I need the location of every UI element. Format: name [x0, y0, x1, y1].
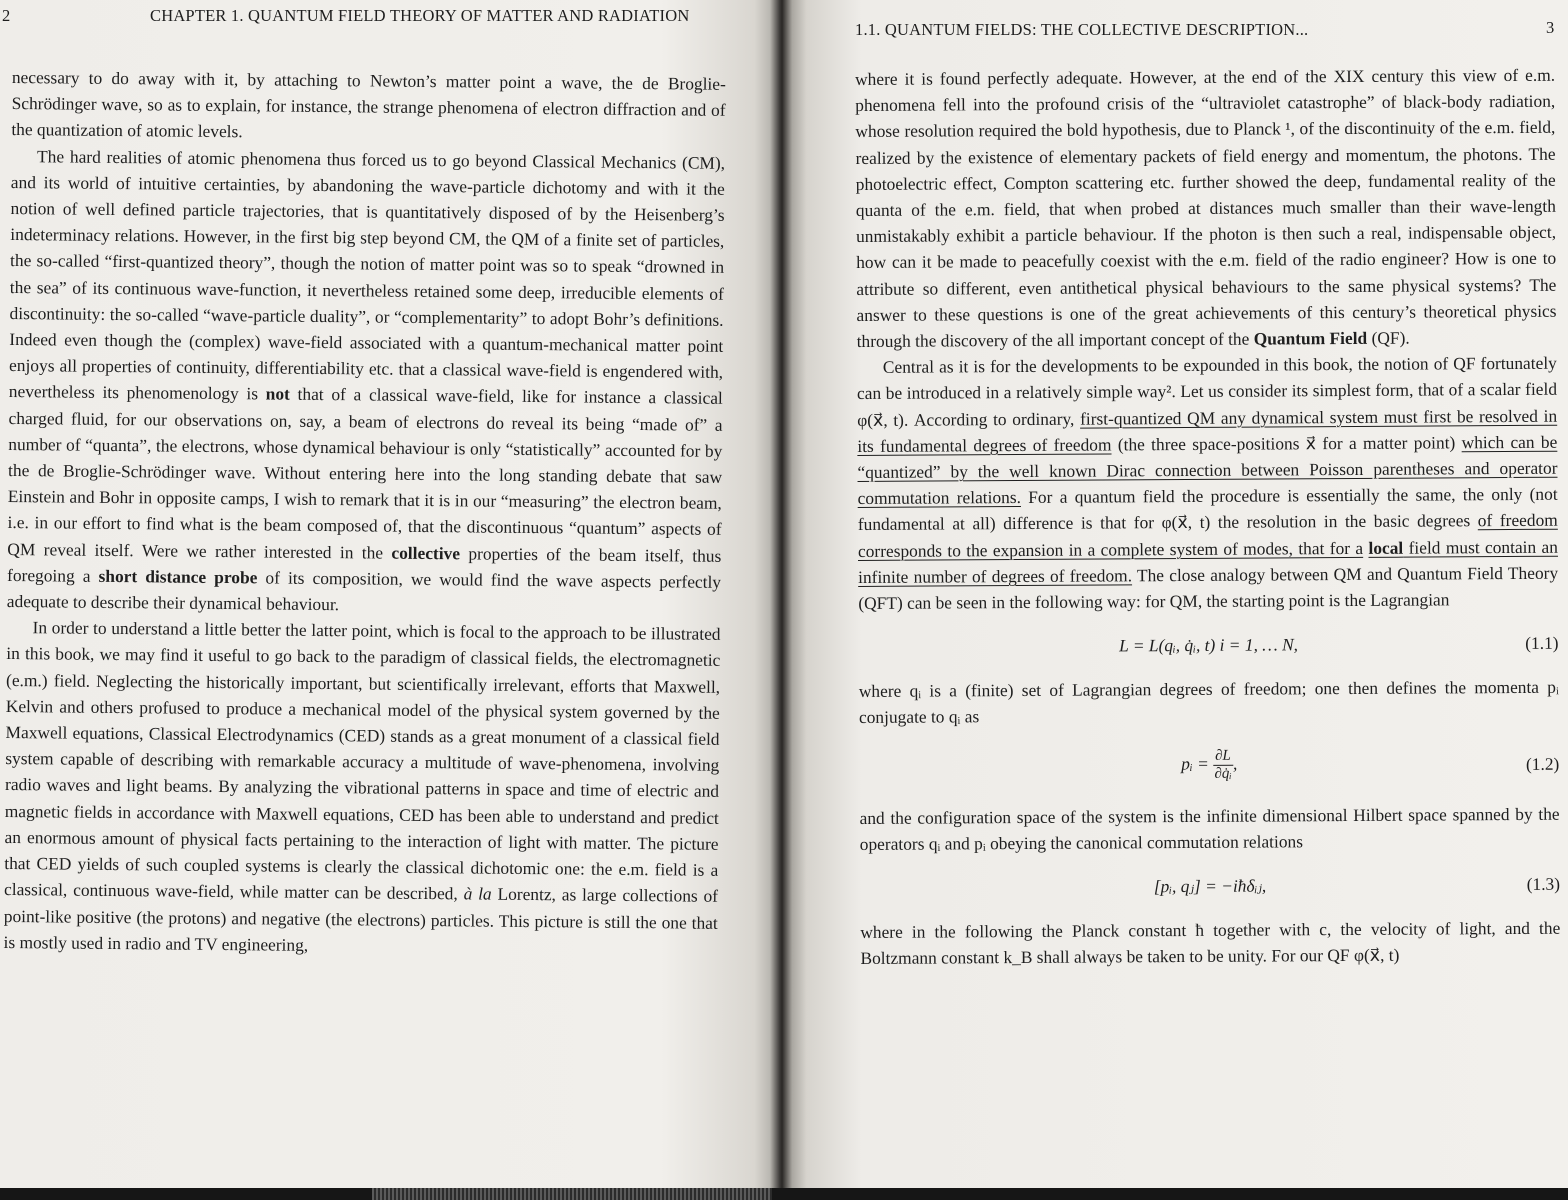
running-head-left: CHAPTER 1. QUANTUM FIELD THEORY OF MATTER AND RADIATION	[150, 6, 690, 25]
equation-number: (1.2)	[1525, 753, 1560, 774]
emphasis-local: local	[1368, 537, 1404, 558]
handwritten-underline: first-quantized QM any dynamical system must first be resolved in its fundamental degrees of freedom	[857, 405, 1558, 456]
equation-number: (1.3)	[1526, 873, 1561, 894]
handwritten-underline: field must contain an infinite number of degrees of freedom.	[858, 536, 1558, 587]
paragraph: Central as it is for the developments to be expounded in this book, the notion of QF fortunately can be introduced in a relatively simple way². Let us consider its simplest form, that of a scalar field φ(x⃗, t). According to ordinary, first-quantized QM any dynamical system must first be resolved in its fundamental degrees of freedom (the three space-positions x⃗ for a matter point) which can be “quantized” by the well known Dirac connection between Poisson parentheses and operator commutation relations. For a quantum field the procedure is essentially the same, the only (not fundamental at all) difference is that for φ(x⃗, t) the resolution in the basic degrees of freedom corresponds to the expansion in a complete system of modes, that for a local field must contain an infinite number of degrees of freedom. The close analogy between QM and Quantum Field Theory (QFT) can be seen in the following way: for QM, the starting point is the Lagrangian	[856, 352, 1559, 614]
bottom-edge	[0, 1188, 1568, 1200]
right-page	[783, 0, 1568, 1188]
emphasis-quantum-field: Quantum Field	[1253, 327, 1368, 349]
page-number-left: 2	[2, 6, 11, 25]
fraction: $\frac{\partial L}{\text{∂q̇ᵢ}}$	[1214, 747, 1232, 782]
handwritten-underline: of freedom corresponds to the expansion in a complete system of modes, that for a	[857, 510, 1558, 561]
page-number-right: 3	[1546, 18, 1555, 37]
equation-number: (1.1)	[1525, 632, 1559, 654]
emphasis-not: not	[265, 383, 290, 405]
equation-1-2: pᵢ = $\frac{\partial L}{\text{∂q̇ᵢ}}$ , (1.2)	[1181, 747, 1560, 782]
paragraph: where in the following the Planck constant ħ together with c, the velocity of light, and the Boltzmann constant k_B shall always be taken to be unity. For our QF φ(x⃗, t)	[860, 917, 1561, 969]
paragraph: necessary to do away with it, by attaching to Newton’s matter point a wave, the de Broglie-Schrödinger wave, so as to explain, for instance, the strange phenomena of electron diffraction and of the quantization of atomic levels.	[11, 66, 726, 142]
book-gutter	[770, 0, 792, 1200]
paragraph: The hard realities of atomic phenomena thus forced us to go beyond Classical Mechanics (CM), and its world of intuitive certainties, by abandoning the wave-particle dichotomy and with it the notion of well defined particle trajectories, that is quantitatively disposed of by the Heisenberg’s indeterminacy relations. However, in the first big step beyond CM, the QM of a finite set of particles, the so-called “first-quantized theory”, though the notion of matter point was so to speak “drowned in the sea” of its continuous wave-function, it nevertheless retained some deep, irreducible elements of discontinuity: the so-called “wave-particle duality”, or “complementarity” to adopt Bohr’s definitions. Indeed even though the (complex) wave-field associated with a quantum-mechanical matter point enjoys all properties of continuity, differentiability etc. that a classical wave-field is engendered with, nevertheless its phenomenology is not that of a classical wave-field, like for instance a classical charged fluid, for our observations on, say, a beam of electrons do reveal its being “made of” a number of “quanta”, the electrons, whose dynamical behaviour is only “statistically” accounted for by the de Broglie-Schrödinger wave. Without entering here into the long standing debate that saw Einstein and Bohr in opposite camps, I wish to remark that it is in our “measuring” the electron beam, i.e. in our effort to find what is the beam composed of, that the discontinuous “quantum” aspects of QM reveal itself. Were we rather interested in the collective properties of the beam itself, thus foregoing a short distance probe of its composition, we would find the wave aspects perfectly adequate to describe their dynamical behaviour.	[6, 145, 726, 615]
handwritten-underline: which can be “quantized” by the well known Dirac connection between Poisson parentheses and operator commutation relations.	[857, 431, 1558, 509]
left-body-text	[3, 64, 726, 962]
paragraph: and the configuration space of the system is the infinite dimensional Hilbert space spanned by the operators qᵢ and pᵢ obeying the canonical commutation relations	[859, 803, 1560, 854]
right-body-text	[855, 62, 1561, 972]
paragraph: where qᵢ is a (finite) set of Lagrangian degrees of freedom; one then defines the momenta pᵢ conjugate to qᵢ as	[858, 676, 1559, 728]
paragraph: In order to understand a little better the latter point, which is focal to the approach to be illustrated in this book, we may find it useful to go back to the paradigm of classical fields, the electromagnetic (e.m.) field. Neglecting the historically important, but scientifically irrelevant, efforts that Maxwell, Kelvin and others profused to produce a mechanical model of the physical system governed by the Maxwell equations, Classical Electrodynamics (CED) stands as a great monument of a classical field system capable of describing with remarkable accuracy a multitude of wave-phenomena, involving radio waves and light beams. By analyzing the vibrational patterns in space and time of electric and magnetic fields in accordance with Maxwell equations, CED has been able to understand and predict an enormous amount of physical facts pertaining to the interaction of light with matter. The picture that CED yields of such coupled systems is clearly the classical dichotomic one: the e.m. field is a classical, continuous wave-field, while matter can be described, à la Lorentz, as large collections of point-like positive (the protons) and negative (the electrons) particles. This picture is still the one that is mostly used in radio and TV engineering,	[3, 617, 721, 955]
book-binding	[372, 1188, 772, 1200]
equation-1-1: L = L(qᵢ, q̇ᵢ, t) i = 1, … N, (1.1)	[858, 625, 1558, 665]
left-page	[0, 0, 778, 1188]
running-head-right: 1.1. QUANTUM FIELDS: THE COLLECTIVE DESCRIPTION...	[855, 20, 1309, 39]
paragraph: where it is found perfectly adequate. However, at the end of the XIX century this view of e.m. phenomena fell into the profound crisis of the “ultraviolet catastrophe” of black-body radiation, whose resolution required the bold hypothesis, due to Planck ¹, of the discontinuity of the e.m. field, realized by the existence of elementary packets of field energy and momentum, the photons. The photoelectric effect, Compton scattering etc. further showed the deep, fundamental reality of the quanta of the e.m. field, that when probed at distances much smaller than their wave-length unmistakably exhibit a particle behaviour. If the photon is then such a real, indispensable object, how can it be made to peacefully coexist with the e.m. field of the radio engineer? How is one to attribute so different, even antithetical physical behaviours to the same physical systems? The answer to these questions is one of the great achievements of this century’s theoretical physics through the discovery of the all important concept of the Quantum Field (QF).	[855, 64, 1557, 352]
equation-1-3: [pᵢ, qⱼ] = −iħδᵢⱼ, (1.3)	[860, 866, 1560, 906]
emphasis-short-distance-probe: short distance probe	[98, 565, 258, 588]
emphasis-collective: collective	[391, 542, 461, 563]
